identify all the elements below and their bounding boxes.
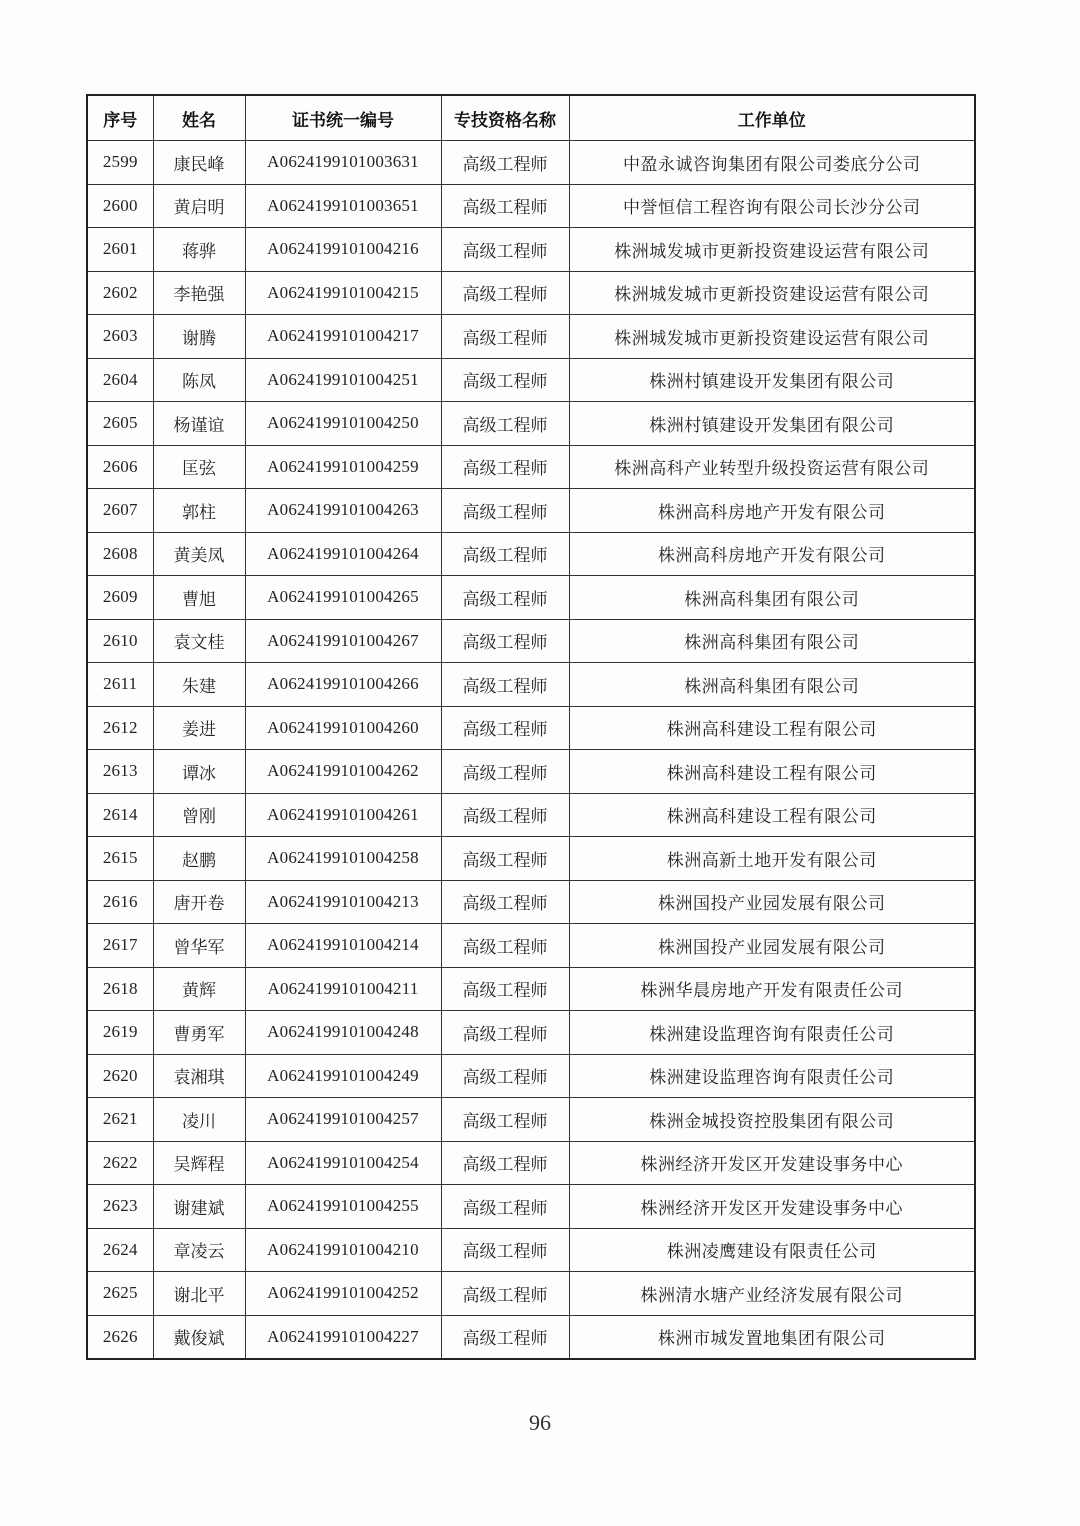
cell-serial-number: 2605 xyxy=(87,402,153,446)
cell-work-unit: 株洲建设监理咨询有限责任公司 xyxy=(569,1054,975,1098)
cell-qualification-title: 高级工程师 xyxy=(441,619,569,663)
cell-certificate-number: A0624199101004216 xyxy=(245,228,441,272)
cell-certificate-number: A0624199101004214 xyxy=(245,924,441,968)
cell-name: 蒋骅 xyxy=(153,228,245,272)
table-row xyxy=(87,315,975,359)
cell-certificate-number: A0624199101004265 xyxy=(245,576,441,620)
cell-work-unit: 株洲高科产业转型升级投资运营有限公司 xyxy=(569,445,975,489)
cell-qualification-title: 高级工程师 xyxy=(441,532,569,576)
cell-qualification-title: 高级工程师 xyxy=(441,1098,569,1142)
cell-serial-number: 2602 xyxy=(87,271,153,315)
cell-work-unit: 株洲高科房地产开发有限公司 xyxy=(569,532,975,576)
cell-serial-number: 2606 xyxy=(87,445,153,489)
cell-qualification-title: 高级工程师 xyxy=(441,880,569,924)
cell-qualification-title: 高级工程师 xyxy=(441,793,569,837)
cell-qualification-title: 高级工程师 xyxy=(441,445,569,489)
cell-qualification-title: 高级工程师 xyxy=(441,1185,569,1229)
table-row xyxy=(87,141,975,185)
cell-name: 曹勇军 xyxy=(153,1011,245,1055)
cell-qualification-title: 高级工程师 xyxy=(441,271,569,315)
cell-work-unit: 株洲建设监理咨询有限责任公司 xyxy=(569,1011,975,1055)
cell-serial-number: 2619 xyxy=(87,1011,153,1055)
cell-work-unit: 株洲经济开发区开发建设事务中心 xyxy=(569,1141,975,1185)
cell-work-unit: 株洲市城发置地集团有限公司 xyxy=(569,1315,975,1359)
cell-serial-number: 2610 xyxy=(87,619,153,663)
cell-work-unit: 株洲城发城市更新投资建设运营有限公司 xyxy=(569,271,975,315)
cell-certificate-number: A0624199101004210 xyxy=(245,1228,441,1272)
cell-name: 黄启明 xyxy=(153,184,245,228)
table-row xyxy=(87,228,975,272)
cell-work-unit: 株洲城发城市更新投资建设运营有限公司 xyxy=(569,228,975,272)
qualification-roster-table xyxy=(86,94,976,1360)
cell-name: 谢建斌 xyxy=(153,1185,245,1229)
cell-name: 戴俊斌 xyxy=(153,1315,245,1359)
cell-name: 朱建 xyxy=(153,663,245,707)
cell-name: 谭冰 xyxy=(153,750,245,794)
cell-work-unit: 株洲高科集团有限公司 xyxy=(569,663,975,707)
cell-certificate-number: A0624199101004249 xyxy=(245,1054,441,1098)
cell-name: 匡弦 xyxy=(153,445,245,489)
cell-work-unit: 株洲高科集团有限公司 xyxy=(569,576,975,620)
cell-work-unit: 株洲高科建设工程有限公司 xyxy=(569,793,975,837)
header-qualification-title: 专技资格名称 xyxy=(441,95,569,141)
cell-name: 吴辉程 xyxy=(153,1141,245,1185)
table-row xyxy=(87,837,975,881)
cell-serial-number: 2620 xyxy=(87,1054,153,1098)
cell-qualification-title: 高级工程师 xyxy=(441,1315,569,1359)
cell-work-unit: 中盈永诚咨询集团有限公司娄底分公司 xyxy=(569,141,975,185)
cell-certificate-number: A0624199101004266 xyxy=(245,663,441,707)
cell-serial-number: 2622 xyxy=(87,1141,153,1185)
cell-qualification-title: 高级工程师 xyxy=(441,402,569,446)
cell-serial-number: 2612 xyxy=(87,706,153,750)
cell-qualification-title: 高级工程师 xyxy=(441,967,569,1011)
cell-serial-number: 2624 xyxy=(87,1228,153,1272)
cell-qualification-title: 高级工程师 xyxy=(441,358,569,402)
cell-name: 章凌云 xyxy=(153,1228,245,1272)
cell-certificate-number: A0624199101004264 xyxy=(245,532,441,576)
cell-qualification-title: 高级工程师 xyxy=(441,315,569,359)
table-body xyxy=(87,141,975,1360)
cell-serial-number: 2609 xyxy=(87,576,153,620)
cell-work-unit: 株洲华晨房地产开发有限责任公司 xyxy=(569,967,975,1011)
cell-work-unit: 株洲高科房地产开发有限公司 xyxy=(569,489,975,533)
cell-name: 陈凤 xyxy=(153,358,245,402)
cell-serial-number: 2604 xyxy=(87,358,153,402)
header-row xyxy=(87,95,975,141)
cell-work-unit: 株洲凌鹰建设有限责任公司 xyxy=(569,1228,975,1272)
cell-serial-number: 2599 xyxy=(87,141,153,185)
cell-serial-number: 2600 xyxy=(87,184,153,228)
cell-certificate-number: A0624199101004227 xyxy=(245,1315,441,1359)
cell-certificate-number: A0624199101004252 xyxy=(245,1272,441,1316)
cell-serial-number: 2626 xyxy=(87,1315,153,1359)
table-row xyxy=(87,358,975,402)
cell-work-unit: 株洲高科建设工程有限公司 xyxy=(569,706,975,750)
cell-name: 郭柱 xyxy=(153,489,245,533)
table-row xyxy=(87,1141,975,1185)
cell-certificate-number: A0624199101004215 xyxy=(245,271,441,315)
cell-qualification-title: 高级工程师 xyxy=(441,924,569,968)
table-row xyxy=(87,706,975,750)
cell-name: 杨谨谊 xyxy=(153,402,245,446)
table-row xyxy=(87,532,975,576)
cell-certificate-number: A0624199101004217 xyxy=(245,315,441,359)
cell-serial-number: 2621 xyxy=(87,1098,153,1142)
cell-certificate-number: A0624199101004263 xyxy=(245,489,441,533)
cell-serial-number: 2615 xyxy=(87,837,153,881)
page-number: 96 xyxy=(529,1410,551,1435)
table-row xyxy=(87,576,975,620)
cell-certificate-number: A0624199101004211 xyxy=(245,967,441,1011)
cell-qualification-title: 高级工程师 xyxy=(441,837,569,881)
cell-serial-number: 2618 xyxy=(87,967,153,1011)
cell-qualification-title: 高级工程师 xyxy=(441,750,569,794)
cell-work-unit: 株洲城发城市更新投资建设运营有限公司 xyxy=(569,315,975,359)
cell-certificate-number: A0624199101004259 xyxy=(245,445,441,489)
cell-qualification-title: 高级工程师 xyxy=(441,576,569,620)
cell-work-unit: 株洲清水塘产业经济发展有限公司 xyxy=(569,1272,975,1316)
cell-certificate-number: A0624199101004258 xyxy=(245,837,441,881)
cell-serial-number: 2614 xyxy=(87,793,153,837)
cell-name: 曾华军 xyxy=(153,924,245,968)
table-row xyxy=(87,967,975,1011)
table-row xyxy=(87,619,975,663)
table-row xyxy=(87,1185,975,1229)
cell-serial-number: 2607 xyxy=(87,489,153,533)
table-row xyxy=(87,402,975,446)
cell-certificate-number: A0624199101004262 xyxy=(245,750,441,794)
table-row xyxy=(87,750,975,794)
cell-certificate-number: A0624199101004254 xyxy=(245,1141,441,1185)
cell-certificate-number: A0624199101004251 xyxy=(245,358,441,402)
cell-name: 康民峰 xyxy=(153,141,245,185)
cell-name: 赵鹏 xyxy=(153,837,245,881)
header-name: 姓名 xyxy=(153,95,245,141)
table-row xyxy=(87,1228,975,1272)
cell-work-unit: 株洲村镇建设开发集团有限公司 xyxy=(569,358,975,402)
cell-work-unit: 株洲高科建设工程有限公司 xyxy=(569,750,975,794)
cell-certificate-number: A0624199101004255 xyxy=(245,1185,441,1229)
table-row xyxy=(87,271,975,315)
cell-serial-number: 2625 xyxy=(87,1272,153,1316)
cell-name: 曹旭 xyxy=(153,576,245,620)
cell-qualification-title: 高级工程师 xyxy=(441,1228,569,1272)
cell-qualification-title: 高级工程师 xyxy=(441,228,569,272)
cell-certificate-number: A0624199101003631 xyxy=(245,141,441,185)
cell-name: 姜进 xyxy=(153,706,245,750)
cell-name: 黄美凤 xyxy=(153,532,245,576)
cell-name: 李艳强 xyxy=(153,271,245,315)
table-header xyxy=(87,95,975,141)
cell-serial-number: 2613 xyxy=(87,750,153,794)
header-serial-number: 序号 xyxy=(87,95,153,141)
cell-qualification-title: 高级工程师 xyxy=(441,1272,569,1316)
cell-work-unit: 株洲国投产业园发展有限公司 xyxy=(569,880,975,924)
table-row xyxy=(87,1272,975,1316)
cell-qualification-title: 高级工程师 xyxy=(441,184,569,228)
cell-serial-number: 2616 xyxy=(87,880,153,924)
header-certificate-number: 证书统一编号 xyxy=(245,95,441,141)
cell-qualification-title: 高级工程师 xyxy=(441,1054,569,1098)
cell-qualification-title: 高级工程师 xyxy=(441,706,569,750)
cell-serial-number: 2608 xyxy=(87,532,153,576)
cell-serial-number: 2611 xyxy=(87,663,153,707)
cell-certificate-number: A0624199101004213 xyxy=(245,880,441,924)
table-row xyxy=(87,445,975,489)
table-row xyxy=(87,1315,975,1359)
cell-work-unit: 株洲国投产业园发展有限公司 xyxy=(569,924,975,968)
cell-name: 袁文桂 xyxy=(153,619,245,663)
table-row xyxy=(87,880,975,924)
cell-certificate-number: A0624199101004260 xyxy=(245,706,441,750)
table-row xyxy=(87,663,975,707)
cell-name: 唐开卷 xyxy=(153,880,245,924)
cell-serial-number: 2623 xyxy=(87,1185,153,1229)
table-row xyxy=(87,1098,975,1142)
cell-serial-number: 2601 xyxy=(87,228,153,272)
table-row xyxy=(87,1054,975,1098)
cell-qualification-title: 高级工程师 xyxy=(441,1011,569,1055)
cell-certificate-number: A0624199101004257 xyxy=(245,1098,441,1142)
cell-work-unit: 株洲经济开发区开发建设事务中心 xyxy=(569,1185,975,1229)
cell-certificate-number: A0624199101003651 xyxy=(245,184,441,228)
table-row xyxy=(87,489,975,533)
cell-name: 谢腾 xyxy=(153,315,245,359)
cell-work-unit: 株洲高科集团有限公司 xyxy=(569,619,975,663)
header-work-unit: 工作单位 xyxy=(569,95,975,141)
cell-qualification-title: 高级工程师 xyxy=(441,663,569,707)
cell-qualification-title: 高级工程师 xyxy=(441,141,569,185)
cell-certificate-number: A0624199101004261 xyxy=(245,793,441,837)
cell-work-unit: 株洲金城投资控股集团有限公司 xyxy=(569,1098,975,1142)
cell-name: 曾刚 xyxy=(153,793,245,837)
table-row xyxy=(87,1011,975,1055)
cell-name: 袁湘琪 xyxy=(153,1054,245,1098)
table-row xyxy=(87,793,975,837)
cell-work-unit: 株洲高新土地开发有限公司 xyxy=(569,837,975,881)
cell-work-unit: 株洲村镇建设开发集团有限公司 xyxy=(569,402,975,446)
cell-work-unit: 中誉恒信工程咨询有限公司长沙分公司 xyxy=(569,184,975,228)
cell-name: 黄辉 xyxy=(153,967,245,1011)
cell-serial-number: 2617 xyxy=(87,924,153,968)
cell-certificate-number: A0624199101004248 xyxy=(245,1011,441,1055)
cell-certificate-number: A0624199101004267 xyxy=(245,619,441,663)
cell-serial-number: 2603 xyxy=(87,315,153,359)
table-row xyxy=(87,924,975,968)
cell-qualification-title: 高级工程师 xyxy=(441,489,569,533)
table-row xyxy=(87,184,975,228)
cell-name: 谢北平 xyxy=(153,1272,245,1316)
cell-qualification-title: 高级工程师 xyxy=(441,1141,569,1185)
cell-name: 凌川 xyxy=(153,1098,245,1142)
cell-certificate-number: A0624199101004250 xyxy=(245,402,441,446)
